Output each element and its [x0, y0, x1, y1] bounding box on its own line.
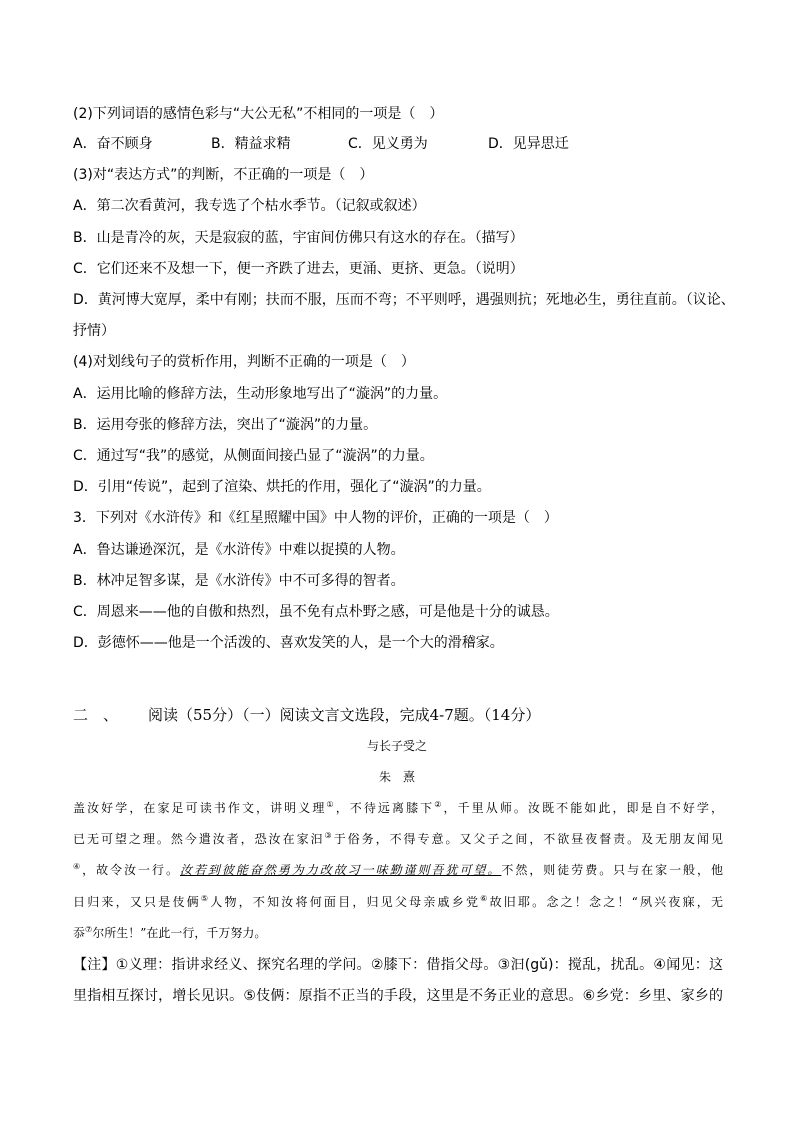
section-number: 二 、 — [73, 706, 119, 724]
question-3-option-a: A．第二次看黄河，我专选了个枯水季节。（记叙或叙述） — [73, 198, 426, 214]
passage-line-4: 日归来，又只是伎俩⑤人物，不知汝将何面目，归见父母亲戚乡党⑥故旧耶。念之！念之！“夙兴夜寐，无 — [73, 894, 723, 909]
passage-line-3: ④，故令汝一行。汝若到彼能奋然勇为力改故习一味勤谨则吾犹可望。不然，则徒劳费。只与在家一般，他 — [73, 862, 723, 877]
notes-line-1: 【注】①义理：指讲求经义、探究名理的学问。②膝下：借指父母。③汩(gǔ)：搅乱，扰乱。④闻见：这 — [73, 957, 723, 973]
footnote-marker: ① — [326, 800, 336, 809]
option-a: A．奋不顾身 — [73, 136, 153, 152]
notes-line-2: 里指相互探讨，增长见识。⑤伎俩：原指不正当的手段，这里是不务正业的意思。⑥乡党：乡里、家乡的 — [73, 988, 723, 1004]
footnote-marker: ⑤ — [200, 894, 211, 903]
question-3-option-d-cont: 抒情） — [73, 323, 115, 339]
passage-line-2: 已无可望之理。然今遣汝者，恐汝在家汩③于俗务，不得专意。又父子之间，不欲昼夜督责。及无朋友闻见 — [73, 831, 723, 846]
passage-line-1: 盖汝好学，在家足可读书作文，讲明义理①，不待远离膝下②，千里从师。汝既不能如此，即是自不好学， — [73, 800, 724, 815]
question-5-option-a: A．鲁达谦逊深沉，是《水浒传》中难以捉摸的人物。 — [73, 542, 405, 558]
option-b: B．精益求精 — [211, 136, 291, 152]
question-5-stem: 3．下列对《水浒传》和《红星照耀中国》中人物的评价，正确的一项是（ ） — [73, 510, 558, 526]
footnote-marker: ⑦ — [85, 925, 93, 934]
underlined-sentence: 汝若到彼能奋然勇为力改故习一味勤谨则吾犹可望。 — [179, 863, 502, 877]
question-5-option-d: D．彭德怀——他是一个活泼的、喜欢发笑的人，是一个大的滑稽家。 — [73, 635, 504, 651]
footnote-marker: ⑥ — [480, 894, 490, 903]
passage-title: 与长子受之 — [366, 739, 427, 753]
question-3-option-c: C．它们还来不及想一下，便一齐跌了进去，更涌、更挤、更急。（说明） — [73, 261, 524, 277]
question-5-option-b: B．林冲足智多谋，是《水浒传》中不可多得的智者。 — [73, 573, 405, 589]
question-4-option-c: C．通过写“我”的感觉，从侧面间接凸显了“漩涡”的力量。 — [73, 448, 434, 464]
question-3-option-b: B．山是青冷的灰，天是寂寂的蓝，宇宙间仿佛只有这水的存在。（描写） — [73, 230, 524, 246]
question-4-stem: (4)对划线句子的赏析作用，判断不正确的一项是（ ） — [73, 354, 415, 370]
section-heading — [73, 704, 540, 726]
question-3-stem: (3)对“表达方式”的判断，不正确的一项是（ ） — [73, 167, 374, 183]
question-4-option-d: D．引用“传说”，起到了渲染、烘托的作用，强化了“漩涡”的力量。 — [73, 479, 491, 495]
passage-line-5: 忝⑦尔所生！”在此一行，千万努力。 — [73, 925, 267, 940]
question-2-stem: (2)下列词语的感情色彩与“大公无私”不相同的一项是（ ） — [73, 106, 444, 122]
question-5-option-c: C．周恩来——他的自傲和热烈，虽不免有点朴野之感，可是他是十分的诚恳。 — [73, 604, 559, 620]
option-c: C．见义勇为 — [348, 136, 428, 152]
footnote-marker: ③ — [324, 831, 334, 840]
footnote-marker: ④ — [73, 862, 83, 871]
option-d: D．见异思迁 — [488, 136, 569, 152]
passage-author: 朱 熹 — [378, 770, 415, 784]
section-text: 阅读（55分）（一）阅读文言文选段，完成4-7题。（14分） — [148, 706, 541, 724]
question-4-option-b: B．运用夸张的修辞方法，突出了“漩涡”的力量。 — [73, 417, 378, 433]
question-3-option-d: D．黄河博大宽厚，柔中有刚；扶而不服，压而不弯；不平则呼，遇强则抗；死地必生，勇往直前。（议论、 — [73, 292, 735, 308]
question-4-option-a: A．运用比喻的修辞方法，生动形象地写出了“漩涡”的力量。 — [73, 386, 448, 402]
footnote-marker: ② — [434, 800, 444, 809]
question-2-options — [73, 134, 569, 154]
